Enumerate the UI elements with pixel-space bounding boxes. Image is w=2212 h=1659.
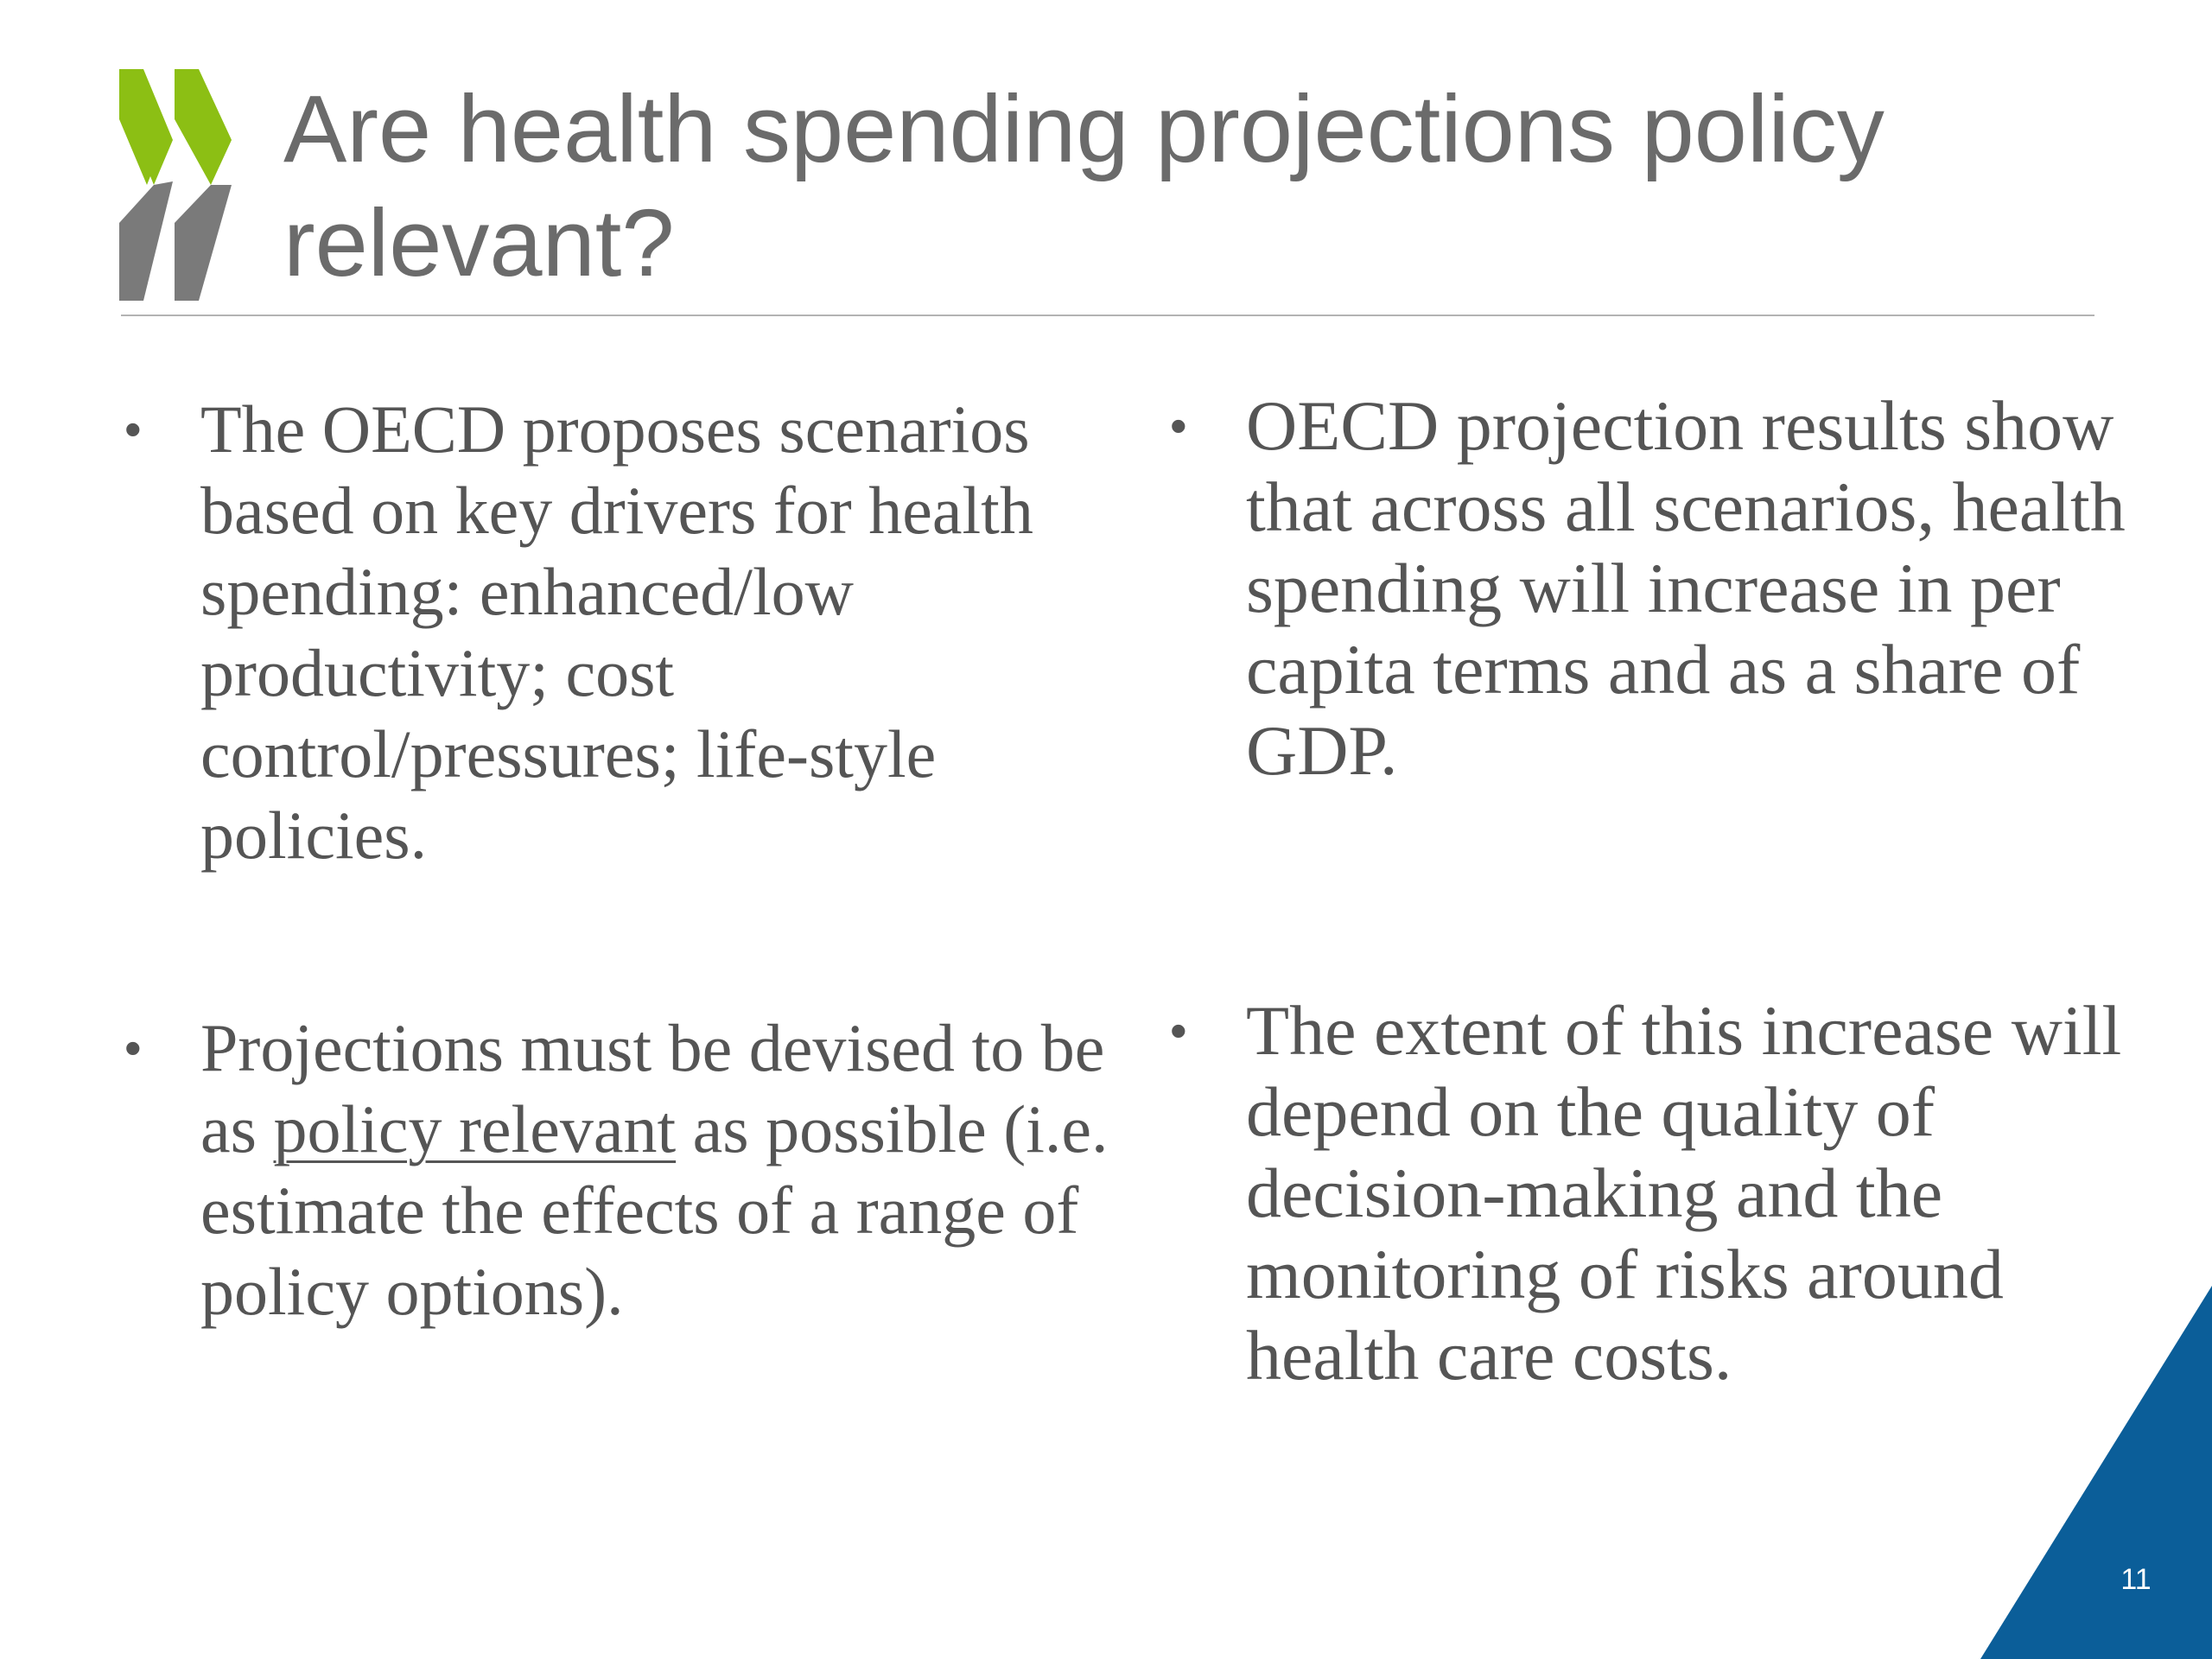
page-number: 11 <box>2120 1563 2152 1596</box>
bullet-right-1 <box>1170 385 2162 791</box>
bullet-dot-icon: • <box>124 1020 142 1075</box>
bullet-text: The extent of this increase will depend on the quality of decision-making and the monitoring of risks around health care costs. <box>1246 991 2122 1395</box>
bullet-text-end: as possible (i.e. estimate the effects of a range of policy options). <box>200 1091 1109 1329</box>
title-divider <box>121 315 2094 316</box>
bullet-left-1 <box>124 389 1116 876</box>
oecd-chevron-logo-icon <box>119 69 233 301</box>
bullet-dot-icon: • <box>1170 1003 1187 1058</box>
bullet-text: The OECD proposes scenarios based on key drivers for health spending: enhanced/low productivity; cost control/pressures; life-style policies. <box>200 391 1033 873</box>
corner-triangle-decoration <box>1980 1286 2212 1659</box>
slide-title: Are health spending projections policy relevant? <box>283 76 1885 296</box>
bullet-text: OECD projection results show that across all scenarios, health spending will increase in per capita terms and as a share of GDP. <box>1246 386 2126 790</box>
bullet-left-2 <box>124 1007 1116 1332</box>
bullet-text-start: Projections must be devised to be as <box>200 1010 1105 1166</box>
bullet-dot-icon: • <box>124 402 142 456</box>
underlined-phrase: policy relevant <box>273 1091 677 1166</box>
bullet-dot-icon: • <box>1170 398 1187 453</box>
